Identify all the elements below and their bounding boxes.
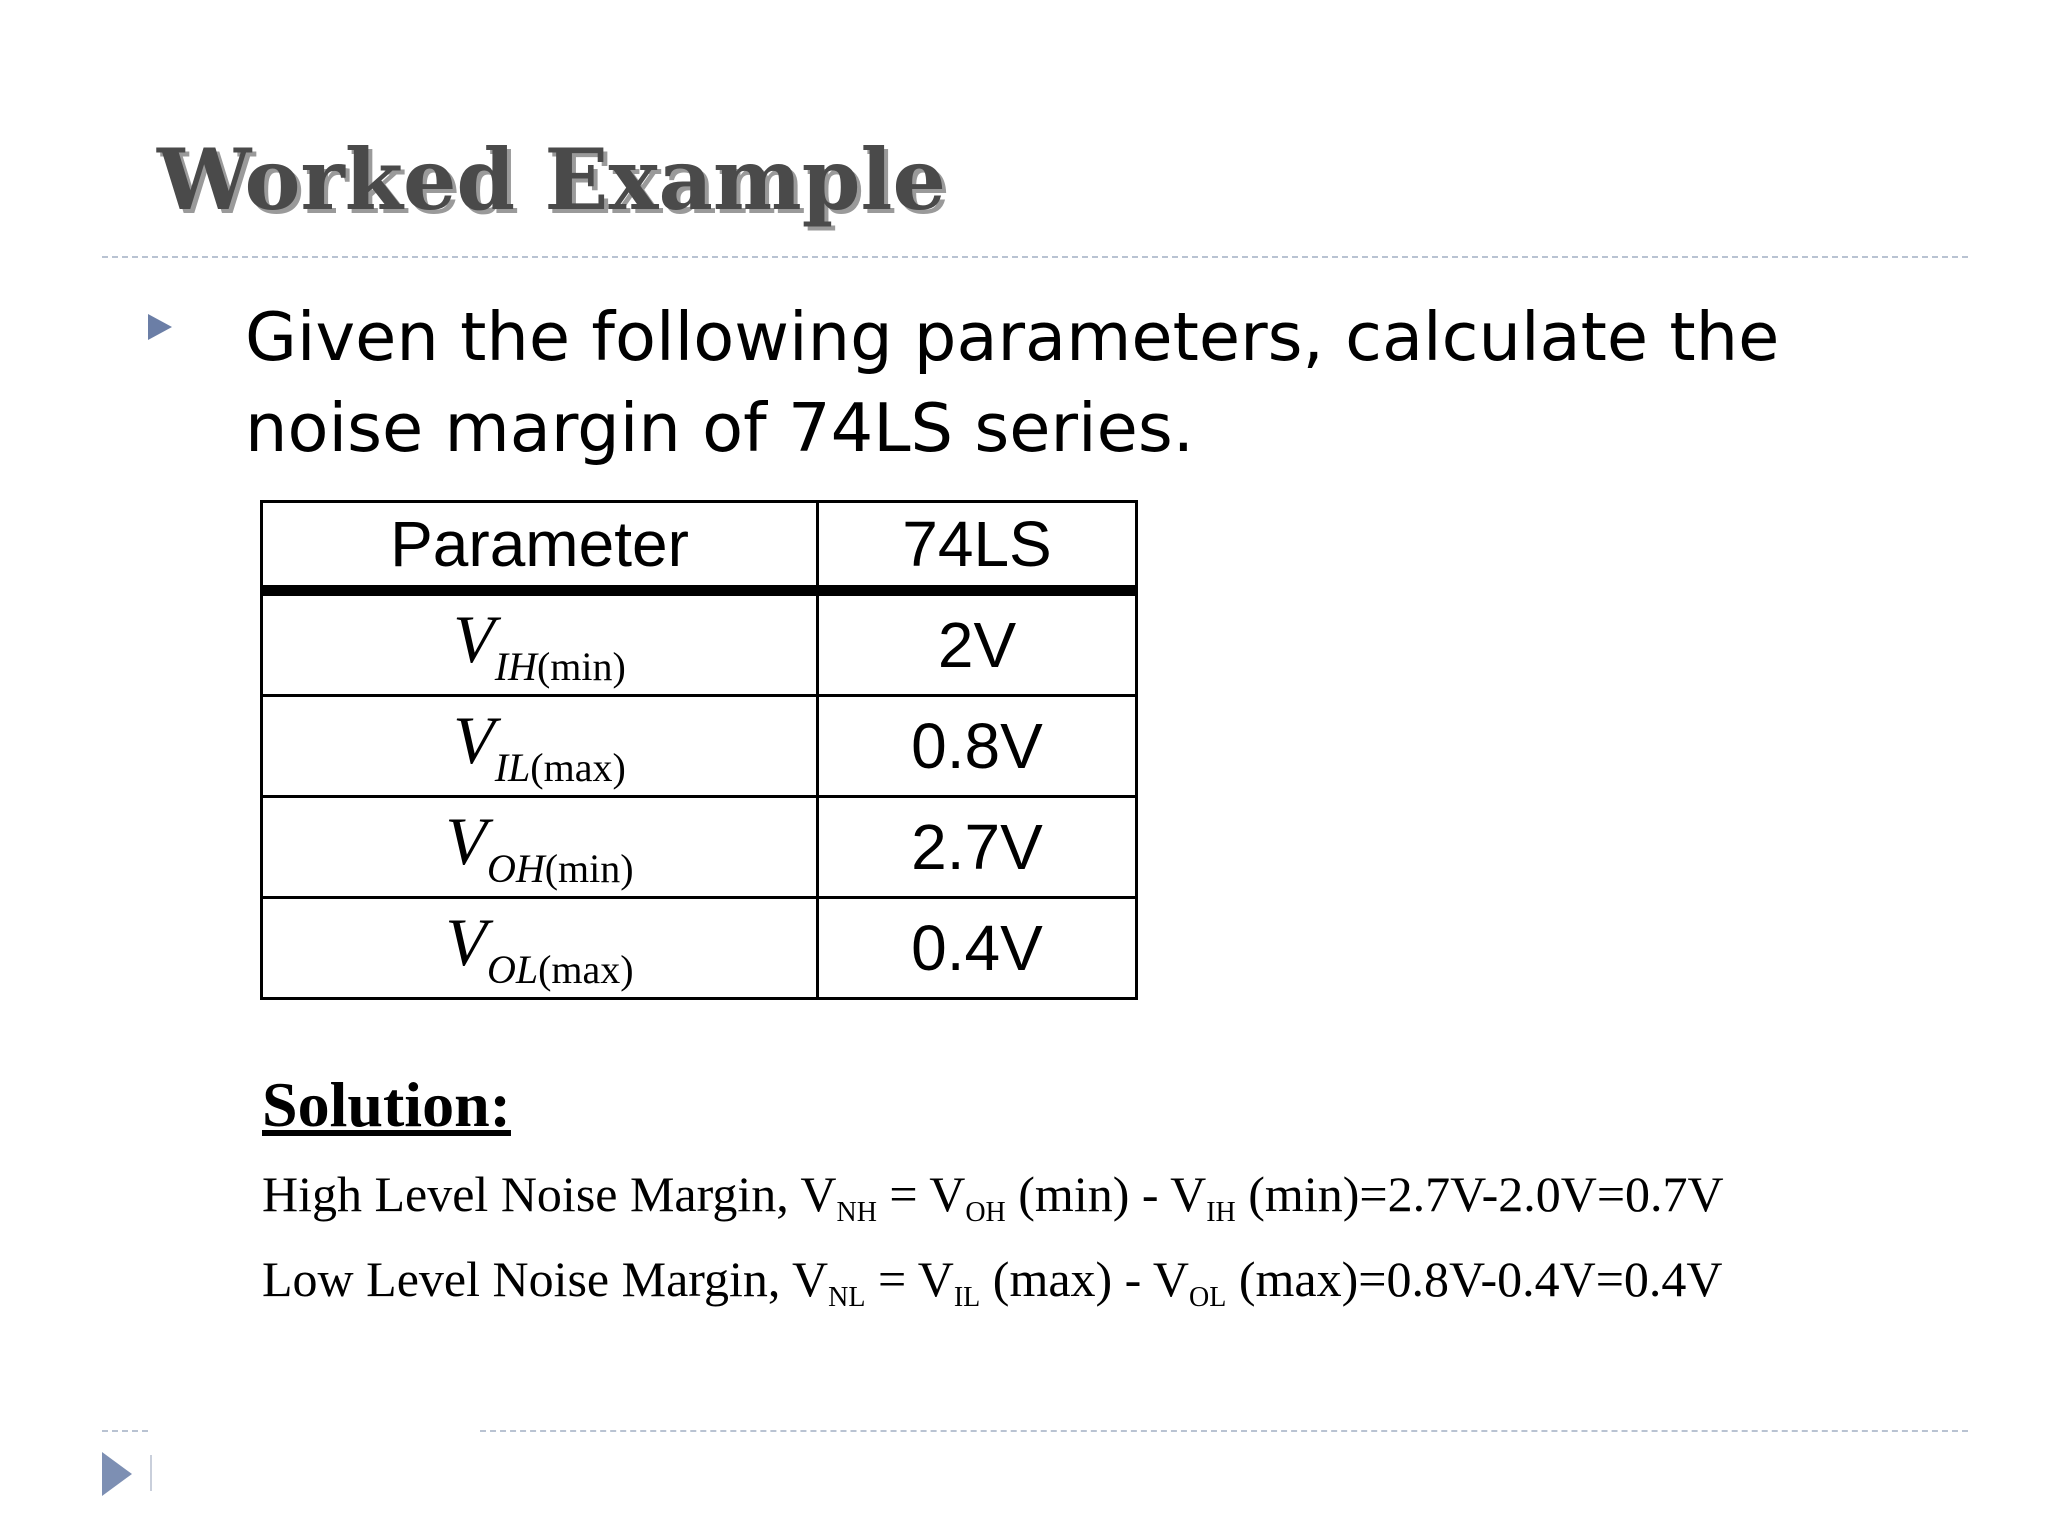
parameter-value: 0.8V — [818, 696, 1137, 797]
symbol-qualifier: (max) — [538, 947, 634, 992]
footer-divider-left — [102, 1430, 148, 1432]
triangle-bullet-icon — [148, 314, 172, 340]
title-divider — [102, 256, 1968, 258]
parameter-symbol — [262, 696, 818, 797]
parameter-value: 2V — [818, 591, 1137, 696]
header-74ls: 74LS — [818, 502, 1137, 591]
parameter-value: 0.4V — [818, 898, 1137, 999]
symbol-subscript: OL — [486, 947, 539, 992]
symbol-subscript: IH — [494, 644, 537, 689]
symbol-qualifier: (max) — [530, 745, 626, 790]
parameter-table — [260, 500, 1138, 1000]
parameter-value: 2.7V — [818, 797, 1137, 898]
header-parameter: Parameter — [262, 502, 818, 591]
footer-divider-right — [480, 1430, 1968, 1432]
symbol-subscript: IL — [494, 745, 531, 790]
table-row — [262, 696, 1137, 797]
parameter-symbol — [262, 591, 818, 696]
slide-title: Worked Example — [157, 130, 946, 229]
low-noise-margin-equation: Low Level Noise Margin, $V_{NL} = V_{IL}$ $(\max) - V_{OL}$ (max)=0.8V-0.4V=0.4V — [262, 1251, 1723, 1313]
table-row — [262, 591, 1137, 696]
parameter-symbol — [262, 797, 818, 898]
triangle-footer-icon — [102, 1452, 132, 1496]
symbol-subscript: OH — [486, 846, 545, 891]
table-row — [262, 797, 1137, 898]
high-noise-margin-equation: High Level Noise Margin, $V_{NH} = V_{OH}$ $(\min) - V_{IH}$ (min)=2.7V-2.0V=0.7V — [262, 1166, 1724, 1228]
table-row — [262, 898, 1137, 999]
symbol-letter: V — [445, 904, 487, 980]
bullet-text: Given the following parameters, calculate the noise margin of 74LS series. — [245, 298, 1780, 467]
footer-separator — [150, 1455, 152, 1491]
symbol-qualifier: (min) — [544, 846, 634, 891]
symbol-letter: V — [453, 702, 495, 778]
parameter-symbol — [262, 898, 818, 999]
table-header-row — [262, 502, 1137, 591]
symbol-qualifier: (min) — [536, 644, 626, 689]
symbol-letter: V — [445, 803, 487, 879]
solution-heading: Solution: — [262, 1069, 511, 1140]
symbol-letter: V — [453, 601, 495, 677]
